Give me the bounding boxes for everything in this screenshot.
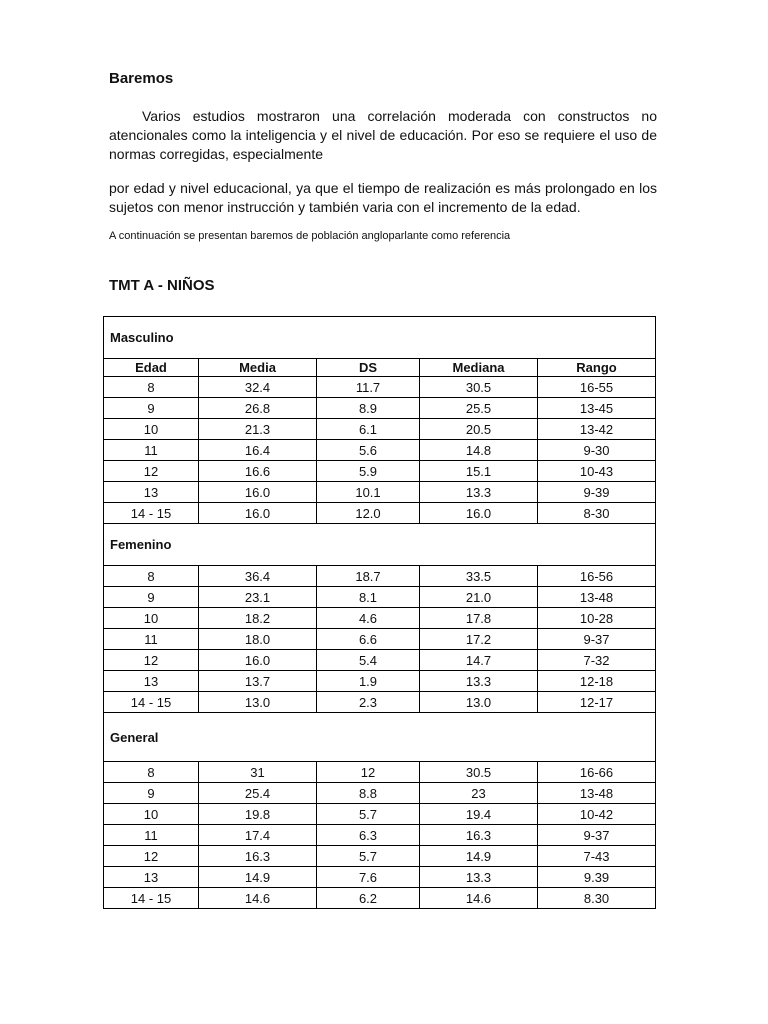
table-cell: 30.5 xyxy=(420,762,538,783)
reference-note: A continuación se presentan baremos de población angloparlante como referencia xyxy=(109,230,511,242)
table-cell: 36.4 xyxy=(199,566,317,587)
table-cell: 17.2 xyxy=(420,629,538,650)
table-cell: 13 xyxy=(104,482,199,503)
table-cell: 16-55 xyxy=(538,377,656,398)
column-header: Media xyxy=(199,359,317,377)
table-cell: 9 xyxy=(104,398,199,419)
table-cell: 6.3 xyxy=(317,825,420,846)
table-cell: 16.0 xyxy=(199,650,317,671)
table-cell: 12 xyxy=(104,461,199,482)
table-cell: 9-37 xyxy=(538,629,656,650)
column-header-row xyxy=(104,359,656,377)
table-cell: 12-17 xyxy=(538,692,656,713)
table-cell: 14 - 15 xyxy=(104,692,199,713)
table-row xyxy=(104,825,656,846)
table-cell: 13-48 xyxy=(538,783,656,804)
table-cell: 32.4 xyxy=(199,377,317,398)
table-cell: 8.9 xyxy=(317,398,420,419)
table-cell: 8 xyxy=(104,377,199,398)
table-cell: 25.4 xyxy=(199,783,317,804)
table-cell: 13.3 xyxy=(420,867,538,888)
table-cell: 4.6 xyxy=(317,608,420,629)
table-cell: 8.1 xyxy=(317,587,420,608)
table-cell: 5.7 xyxy=(317,846,420,867)
table-cell: 9-37 xyxy=(538,825,656,846)
table-cell: 19.4 xyxy=(420,804,538,825)
column-header: Rango xyxy=(538,359,656,377)
table-cell: 10 xyxy=(104,419,199,440)
table-row xyxy=(104,650,656,671)
table-cell: 16.0 xyxy=(199,503,317,524)
paragraph-continuation: por edad y nivel educacional, ya que el tiempo de realización es más prolongado en los sujetos con menor instrucción y también varia con el incremento de la edad. xyxy=(109,180,657,215)
table-cell: 7-32 xyxy=(538,650,656,671)
section-title: Baremos xyxy=(109,70,174,87)
table-row xyxy=(104,377,656,398)
table-cell: 13.0 xyxy=(420,692,538,713)
table-cell: 19.8 xyxy=(199,804,317,825)
table-row xyxy=(104,867,656,888)
table-cell: 1.9 xyxy=(317,671,420,692)
table-row xyxy=(104,629,656,650)
table-cell: 14 - 15 xyxy=(104,888,199,909)
table-cell: 16.4 xyxy=(199,440,317,461)
table-cell: 8.30 xyxy=(538,888,656,909)
table-cell: 14.6 xyxy=(420,888,538,909)
table-row xyxy=(104,461,656,482)
table-cell: 16.3 xyxy=(199,846,317,867)
table-cell: 16.0 xyxy=(199,482,317,503)
table-cell: 8 xyxy=(104,566,199,587)
table-row xyxy=(104,566,656,587)
group-header-row xyxy=(104,713,656,762)
table-cell: 9 xyxy=(104,587,199,608)
table-row xyxy=(104,587,656,608)
table-row xyxy=(104,846,656,867)
table-cell: 12.0 xyxy=(317,503,420,524)
table-row xyxy=(104,440,656,461)
table-cell: 11 xyxy=(104,825,199,846)
table-cell: 9-39 xyxy=(538,482,656,503)
table-cell: 5.4 xyxy=(317,650,420,671)
table-cell: 13.7 xyxy=(199,671,317,692)
table-cell: 5.6 xyxy=(317,440,420,461)
table-cell: 17.4 xyxy=(199,825,317,846)
table-cell: 21.0 xyxy=(420,587,538,608)
table-row xyxy=(104,608,656,629)
table-cell: 13.0 xyxy=(199,692,317,713)
norms-table xyxy=(103,316,656,909)
table-cell: 14.9 xyxy=(420,846,538,867)
table-cell: 11.7 xyxy=(317,377,420,398)
column-header: Mediana xyxy=(420,359,538,377)
table-cell: 21.3 xyxy=(199,419,317,440)
table-cell: 9-30 xyxy=(538,440,656,461)
table-cell: 5.7 xyxy=(317,804,420,825)
table-cell: 17.8 xyxy=(420,608,538,629)
table-row xyxy=(104,692,656,713)
table-cell: 13-42 xyxy=(538,419,656,440)
table-cell: 6.2 xyxy=(317,888,420,909)
group-header-row xyxy=(104,524,656,566)
table-cell: 14 - 15 xyxy=(104,503,199,524)
table-cell: 16-56 xyxy=(538,566,656,587)
table-cell: 23 xyxy=(420,783,538,804)
table-cell: 9 xyxy=(104,783,199,804)
table-cell: 20.5 xyxy=(420,419,538,440)
table-row xyxy=(104,762,656,783)
table-row xyxy=(104,804,656,825)
table-cell: 10.1 xyxy=(317,482,420,503)
table-cell: 16.6 xyxy=(199,461,317,482)
table-row xyxy=(104,398,656,419)
table-cell: 13 xyxy=(104,671,199,692)
table-cell: 15.1 xyxy=(420,461,538,482)
table-cell: 12 xyxy=(104,846,199,867)
table-cell: 10 xyxy=(104,804,199,825)
paragraph-intro: Varios estudios mostraron una correlación moderada con constructos no atencionales como la inteligencia y el nivel de educación. Por eso se requiere el uso de normas corregidas, especialmente xyxy=(109,108,657,162)
table-cell: 8.8 xyxy=(317,783,420,804)
table-title: TMT A - NIÑOS xyxy=(109,277,215,294)
group-header-row xyxy=(104,317,656,359)
table-cell: 12-18 xyxy=(538,671,656,692)
table-cell: 18.7 xyxy=(317,566,420,587)
table-cell: 14.6 xyxy=(199,888,317,909)
table-cell: 13-45 xyxy=(538,398,656,419)
table-cell: 12 xyxy=(317,762,420,783)
table-cell: 8 xyxy=(104,762,199,783)
table-cell: 16-66 xyxy=(538,762,656,783)
table-cell: 13.3 xyxy=(420,671,538,692)
column-header: Edad xyxy=(104,359,199,377)
table-cell: 6.1 xyxy=(317,419,420,440)
table-cell: 10-43 xyxy=(538,461,656,482)
table-cell: 23.1 xyxy=(199,587,317,608)
table-cell: 2.3 xyxy=(317,692,420,713)
table-cell: 10-28 xyxy=(538,608,656,629)
table-cell: 7-43 xyxy=(538,846,656,867)
table-cell: 13 xyxy=(104,867,199,888)
table-cell: 10 xyxy=(104,608,199,629)
table-row xyxy=(104,482,656,503)
table-row xyxy=(104,419,656,440)
table-cell: 14.7 xyxy=(420,650,538,671)
table-cell: 7.6 xyxy=(317,867,420,888)
table-cell: 13-48 xyxy=(538,587,656,608)
table-row xyxy=(104,503,656,524)
table-cell: 31 xyxy=(199,762,317,783)
table-cell: 12 xyxy=(104,650,199,671)
table-cell: 18.2 xyxy=(199,608,317,629)
table-cell: 33.5 xyxy=(420,566,538,587)
group-label: General xyxy=(104,713,656,762)
table-cell: 11 xyxy=(104,629,199,650)
table-cell: 8-30 xyxy=(538,503,656,524)
table-cell: 13.3 xyxy=(420,482,538,503)
table-cell: 10-42 xyxy=(538,804,656,825)
table-cell: 5.9 xyxy=(317,461,420,482)
table-cell: 16.3 xyxy=(420,825,538,846)
table-cell: 11 xyxy=(104,440,199,461)
table-cell: 6.6 xyxy=(317,629,420,650)
table-row xyxy=(104,671,656,692)
table-cell: 26.8 xyxy=(199,398,317,419)
table-row xyxy=(104,783,656,804)
group-label: Femenino xyxy=(104,524,656,566)
group-label: Masculino xyxy=(104,317,656,359)
table-cell: 16.0 xyxy=(420,503,538,524)
table-row xyxy=(104,888,656,909)
table-cell: 14.8 xyxy=(420,440,538,461)
table-cell: 18.0 xyxy=(199,629,317,650)
table-cell: 30.5 xyxy=(420,377,538,398)
table-cell: 14.9 xyxy=(199,867,317,888)
column-header: DS xyxy=(317,359,420,377)
table-cell: 9.39 xyxy=(538,867,656,888)
table-cell: 25.5 xyxy=(420,398,538,419)
